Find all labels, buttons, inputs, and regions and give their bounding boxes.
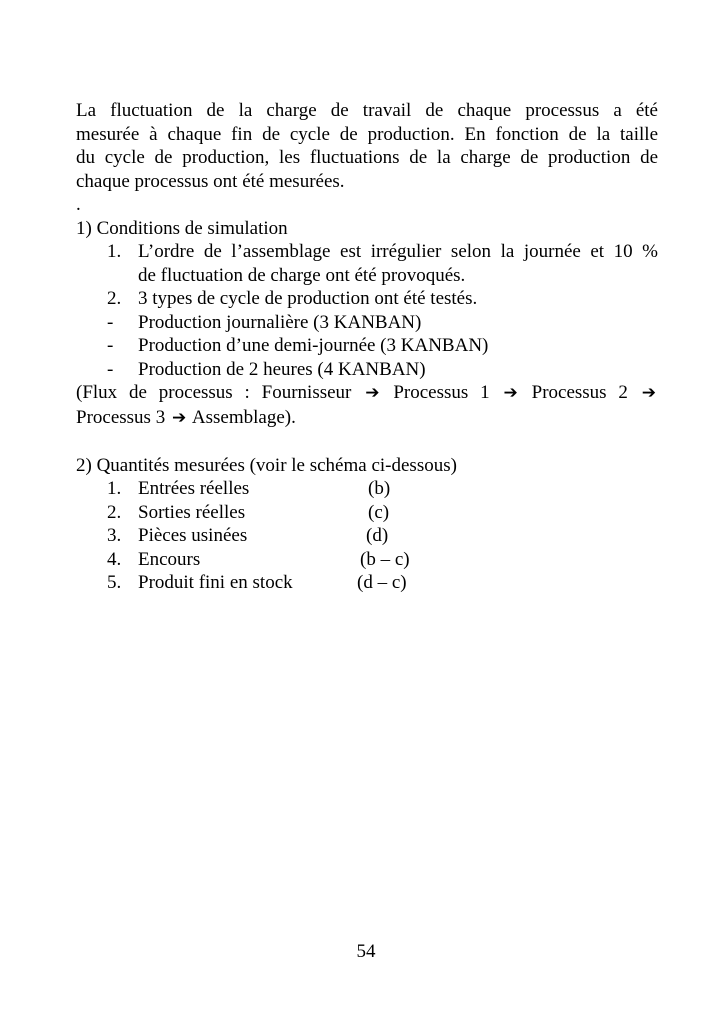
list-item (76, 358, 658, 382)
list-item-text (138, 311, 658, 335)
list-item-line: de fluctuation de charge ont été provoqués. (138, 264, 466, 286)
arrow-right-icon: ➔ (365, 383, 380, 403)
list-item-line: L’ordre de l’assemblage est irrégulier selon la journée et 10 % (138, 241, 658, 262)
section-title-quantities: 2) Quantités mesurées (voir le schéma ci-dessous) (76, 454, 457, 476)
quantity-item (76, 524, 658, 548)
quantity-item (76, 548, 658, 572)
quantity-label: Sorties réelles (138, 501, 246, 523)
quantity-value: (c) (368, 501, 390, 523)
quantity-label: Produit fini en stock (138, 572, 293, 593)
list-marker: 2. (107, 288, 122, 309)
list-marker: 2. (107, 501, 122, 523)
list-item-text (138, 358, 658, 382)
list-item-text (138, 287, 658, 311)
page-content (76, 99, 658, 595)
list-marker: - (107, 335, 114, 356)
intro-line: du cycle de production, les fluctuations de la charge de production de (76, 147, 658, 168)
blank-line (76, 430, 658, 454)
process-flow (76, 381, 658, 430)
list-marker: 1. (107, 478, 122, 499)
flow-step: Processus 1 (393, 382, 490, 403)
quantity-label: Entrées réelles (138, 478, 250, 499)
quantity-item (76, 571, 658, 595)
page-number: 54 (356, 941, 376, 962)
list-marker: - (107, 358, 114, 380)
quantity-value: (d) (366, 525, 389, 546)
arrow-right-icon: ➔ (503, 383, 518, 403)
list-marker: - (107, 311, 114, 333)
list-item-line: Production journalière (3 KANBAN) (138, 311, 422, 333)
process-flow-line (76, 381, 658, 406)
quantity-value: (d – c) (357, 572, 407, 593)
quantity-value: (b – c) (360, 548, 410, 570)
list-item (76, 287, 658, 311)
intro-line: mesurée à chaque fin de cycle de production. En fonction de la taille (76, 123, 658, 145)
list-item (76, 240, 658, 287)
flow-prefix: (Flux de processus : Fournisseur (76, 382, 352, 403)
intro-line: chaque processus ont été mesurées. (76, 170, 345, 192)
quantity-label: Encours (138, 548, 201, 570)
arrow-right-icon: ➔ (171, 407, 187, 428)
list-marker: 4. (107, 548, 122, 570)
list-item (76, 334, 658, 358)
list-item-line: 3 types de cycle de production ont été testés. (138, 288, 478, 309)
process-flow-line (76, 406, 658, 431)
intro-paragraph (76, 99, 658, 193)
quantity-label: Pièces usinées (138, 525, 248, 546)
arrow-right-icon: ➔ (641, 383, 657, 403)
flow-step: Processus 2 (531, 382, 628, 403)
stray-dot: . (76, 194, 81, 215)
quantity-item (76, 501, 658, 525)
section-title-conditions: 1) Conditions de simulation (76, 217, 288, 239)
flow-step: Processus 3 (76, 406, 166, 428)
flow-end: Assemblage). (191, 406, 296, 428)
list-item-line: Production d’une demi-journée (3 KANBAN) (138, 335, 489, 356)
quantity-value: (b) (368, 478, 391, 499)
list-marker: 1. (107, 241, 122, 262)
list-marker: 5. (107, 572, 122, 593)
intro-line: La fluctuation de la charge de travail de chaque processus a été (76, 100, 658, 121)
list-marker: 3. (107, 525, 122, 546)
list-item-text (138, 334, 658, 358)
list-item-text (138, 240, 658, 287)
list-item (76, 311, 658, 335)
list-item-line: Production de 2 heures (4 KANBAN) (138, 358, 426, 380)
quantity-item (76, 477, 658, 501)
